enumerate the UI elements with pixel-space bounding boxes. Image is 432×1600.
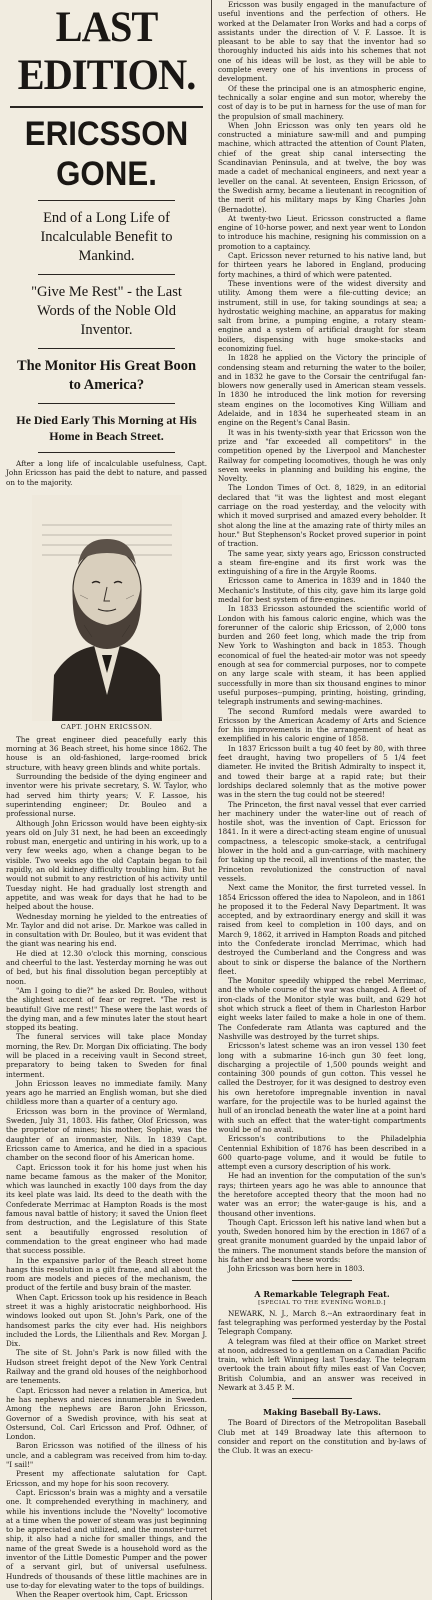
article-paragraph: When John Ericsson was only ten years old he constructed a miniature saw-mill and and pumping machine, which attracted the attention of Count Platen, chief of the great ship canal intersecting the Scandinavian Peninsula, and at twelve, the boy was made a cadet of mechanical engineers, and next year a leveller on the canal. At seventeen, Ensign Ericsson, of the Swedish army, became a lieutenant in recognition of the merit of his military maps by King Charles John (Bernadotte). [218, 120, 426, 214]
article-paragraph: In the expansive parlor of the Beach street home hangs this resolution in a gilt frame, and all about the room are models and pieces of the mechanism, the product of the fertile and busy brain of the master. [6, 1255, 207, 1293]
column-rule [211, 0, 212, 1600]
article-paragraph: Ericsson's contributions to the Philadelphia Centennial Exhibition of 1876 has been described in a 600 quarto-page volume, and it would be futile to attempt even a cursory description of his work. [218, 1134, 426, 1172]
intro-paragraph [6, 459, 207, 487]
divider [292, 1398, 352, 1399]
article-paragraph: John Ericsson was born here in 1803. [228, 1264, 365, 1274]
article-paragraph: He died at 12.30 o'clock this morning, conscious and cheerful to the last. Yesterday morning he was out of bed, but his final dissolution began perceptibly at noon. [6, 948, 207, 986]
article-paragraph: Ericsson was busily engaged in the manufacture of useful inventions and the perfection of others. He worked at the Delamater Iron Works and had a corps of assistants under the direction of V. F. Lassoe. It is pleasant to be able to say that the inventor had so thoroughly inducted his aids into his schemes that not one of his ideas will be lost, as they will be able to complete every one of his inventions in process of development. [218, 0, 426, 84]
article-paragraph: Though Capt. Ericsson left his native land when but a youth, Sweden honored him by the erection in 1867 of a great granite monument guarded by the unpaid labor of the miners. The monument stands before the mansion of his father and bears these words: [218, 1217, 426, 1265]
article-paragraph: In 1837 Ericsson built a tug 40 feet by 80, with three feet draught, having two propellers of 5 1/4 feet diameter. He invited the British Admiralty to inspect it, and towed their barge at a rapid rate; but their lordships declared solemnly that as the motive power was in the stern the tug could not be steered! [218, 743, 426, 800]
article-paragraph: Capt. Ericsson took it for his home just when his name became famous as the maker of the Monitor, which was launched in exactly 100 days from the day its keel plate was laid. Its deed to the death with the Confederate Merrimac at Hampton Roads is the most famous naval battle of history; it saved the Union fleet from destruction, and the Legislature of this State sent a beautifully engrossed resolution of commendation to the great engineer who had made that success possible. [6, 1162, 207, 1256]
article-paragraph: Capt. Ericsson's brain was a mighty and a versatile one. It comprehended everything in machinery, and while his inventions include the "Novelty" locomotive at a time when the power of steam was just beginning to be appreciated and utilized, and the monster-turret ship, it also had a niche for smaller things, and the name of the great Swede is a household word as the inventor of the Little Domestic Pumper and the power of a servant girl, but of universal usefulness. Hundreds of thousands of these little machines are in use to-day for elevating water to the tops of buildings. [6, 1487, 207, 1590]
article-paragraph: A telegram was filed at their office on Market street at noon, addressed to a gentleman on a Canadian Pacific train, which left Winnipeg last Tuesday. The telegram overtook the train about fifty miles east of Van Cocver, British Columbia, and an answer was received in Newark at 3.45 P. M. [218, 1336, 426, 1393]
deck-2: "Give Me Rest" - the Last Words of the Noble Old Inventor. [31, 284, 182, 338]
article-paragraph: The same year, sixty years ago, Ericsson constructed a steam fire-engine and its first work was the extinguishing of a fire in the Argyle Rooms. [218, 548, 426, 577]
story-title: A Remarkable Telegraph Feat. [254, 1288, 390, 1299]
divider [38, 348, 175, 349]
left-column [4, 0, 209, 1600]
article-paragraph: Ericsson's latest scheme was an iron vessel 130 feet long with a submarine 16-inch gun 30 feet long, discharging a projectile of 1,500 pounds weight and containing 300 pounds of gun cotton. This vessel he called the Destroyer, for it was designed to destroy even his own heretofore impregnable invention in naval warfare, for the projectile was to be hurled against the hull of an ironclad beneath the water line at a point hard with such an effect that the water-tight compartments would be of no avail. [218, 1041, 426, 1134]
article-paragraph: When Capt. Ericsson took up his residence in Beach street it was a highly aristocratic neighborhood. His windows looked out upon St. John's Park, one of the handsomest parks the city ever had. His neighbors included the Lords, the Lilienthals and Rev. Morgan J. Dix. [6, 1292, 207, 1349]
left-article-body [6, 735, 207, 1600]
article-paragraph: When the Reaper overtook him, Capt. Ericsson [16, 1590, 188, 1600]
deck-3: The Monitor His Great Boon to America? [16, 358, 197, 393]
edition-banner: LAST EDITION. [17, 4, 196, 99]
article-paragraph: Next came the Monitor, the first turreted vessel. In 1854 Ericsson offered the idea to Napoleon, and in 1861 he proposed it to the Federal Navy Department. It was accepted, and by extraordinary energy and skill it was raised from keel to completion in 100 days, and on March 9, 1862, it arrived in Hampton Roads and pitched into the Confederate ironclad Merrimac, which had destroyed the Cumberland and the Congress and was about to sink or disperse the balance of the Northern fleet. [218, 883, 426, 976]
baseball-story-body [218, 1418, 426, 1455]
article-paragraph: Ericsson was born in the province of Wermland, Sweden, July 31, 1803. His father, Olof Ericsson, was the proprietor of mines; his mother, Sophie, was the daughter of an ironmaster, Nils. In 1839 Capt. Ericsson came to America, and he died in a spacious chamber on the second floor of his American home. [6, 1106, 207, 1163]
article-paragraph: The funeral services will take place Monday morning, the Rev. Dr. Morgan Dix officiating. The body will be placed in a receiving vault in Second street, preparatory to being taken to Sweden for final interment. [6, 1032, 207, 1079]
article-paragraph: NEWARK, N. J., March 8.--An extraordinary feat in fast telegraphing was performed yesterday by the Postal Telegraph Company. [218, 1308, 426, 1337]
article-paragraph: The great engineer died peacefully early this morning at 36 Beach street, his home since 1862. The house is an old-fashioned, large-roomed brick structure, with heavy green blinds and white portals. [6, 734, 207, 772]
article-paragraph: In 1833 Ericsson astounded the scientific world of London with his famous caloric engine, which was the forerunner of the caloric ship Ericsson, of 2,000 tons burden and 260 feet long, which made the trip from New York to Washington and back in 1853. Though economical of fuel the heated-air motor was not speedy enough at sea for commercial purposes, nor to compete on any large scale with steam, it has been applied successfully in more than six thousand engines to minor useful purposes--pumping, printing, hoisting, grinding, telegraph instruments and sewing-machines. [218, 604, 426, 707]
article-paragraph: Surrounding the bedside of the dying engineer and inventor were his private secretary, S. W. Taylor, who had served him thirty years; V. F. Lassoe, his superintending engineer; Dr. Bouleo and a professional nurse. [6, 772, 207, 819]
right-column [216, 0, 428, 1600]
divider [38, 200, 175, 201]
article-paragraph: The Board of Directors of the Metropolitan Baseball Club met at 149 Broadway late this afternoon to consider and report on the constitution and by-laws of the Club. It was an execu- [218, 1418, 426, 1456]
article-paragraph: Although John Ericsson would have been eighty-six years old on July 31 next, he had been an exceedingly robust man, energetic and untiring in his work, up to a very few weeks ago, when a change began to be visible. Two weeks ago the old Captain began to fail rapidly, an old kidney difficulty troubling him. But he would not submit to any restriction of his activity until Tuesday night. He had gradually lost strength and appetite, and was weak for days that he had to be helped about the house. [6, 818, 207, 912]
article-paragraph: John Ericsson leaves no immediate family. Many years ago he married an English woman, but she died childless more than a quarter of a century ago. [6, 1078, 207, 1107]
article-paragraph: Capt. Ericsson had never a relation in America, but he has nephews and nieces innumerable in Sweden. Among the nephews are Baron John Ericsson, Governor of a Swedish province, with his seat at Ostersund, Col. Carl Ericsson and Prof. Odhner, of London. [6, 1385, 207, 1442]
divider [292, 1280, 352, 1281]
deck-4: He Died Early This Morning at His Home in Beach Street. [16, 413, 197, 443]
portrait-engraving [32, 495, 182, 721]
article-paragraph: Capt. Ericsson never returned to his native land, but for thirteen years he labored in England, producing forty machines, a third of which were patented. [218, 251, 426, 279]
article-paragraph: The Monitor speedily whipped the rebel Merrimac, and the whole course of the war was changed. A fleet of iron-clads of the Monitor style was built, and 629 hot shot which struck a fleet of them in Charleston Harbor eight weeks later failed to make a hole in one of them. The Confederate ram Atlanta was captured and the Nashville was destroyed by the turret ships. [218, 976, 426, 1041]
divider [38, 274, 175, 275]
article-paragraph: It was in his twenty-sixth year that Ericsson won the prize and "far exceeded all competitors" in the competition opened by the Liverpool and Manchester Railway for competing locomotives, though he was only seven weeks in planning and building his engine, the Novelty. [218, 427, 426, 484]
intro-text: After a long life of incalculable usefulness, Capt. John Ericsson has paid the debt to nature, and passed on to the majority. [6, 459, 207, 487]
article-paragraph: The second Rumford medals were awarded to Ericsson by the American Academy of Arts and Science for his improvements in the arrangement of heat as exemplified in his caloric engine of 1858. [218, 706, 426, 744]
telegraph-story-body [218, 1309, 426, 1393]
portrait-caption: CAPT. JOHN ERICSSON. [60, 722, 153, 731]
headline: ERICSSON GONE. [24, 115, 189, 193]
article-paragraph: Present my affectionate salutation for Capt. Ericsson, and my hope for his soon recovery. [6, 1469, 207, 1488]
article-paragraph: In 1828 he applied on the Victory the principle of condensing steam and returning the water to the boiler, and in 1832 he gave to the Corsair the centrifugal fan-blowers now generally used in American steam vessels. In 1830 he introduced the link motion for reversing steam engines on the locomotives King William and Adelaide, and in 1834 he superheated steam in an engine on the Regent's Canal Basin. [218, 353, 426, 428]
article-paragraph: The Princeton, the first naval vessel that ever carried her machinery under the water-line out of reach of hostile shot, was the invention of Capt. Ericsson for 1841. In it were a direct-acting steam engine of unusual compactness, a telescopic smoke-stack, a centrifugal blower in the hold and a gun-carriage, with machinery for taking up the recoil, all inventions of the master, the Princeton revolutionized the construction of naval vessels. [218, 799, 426, 883]
divider [38, 403, 175, 404]
article-paragraph: These inventions were of the widest diversity and utility. Among them were a file-cutting device; an instrument, still in use, for taking soundings at sea; a hydrostatic weighing machine, an apparatus for making salt from brine, a pumping engine, a rotary steam-engine and a system of artificial draught for steam boilers, dispensing with huge smoke-stacks and economizing fuel. [218, 278, 426, 353]
article-paragraph: At twenty-two Lieut. Ericsson constructed a flame engine of 10-horse power, and next year went to London to introduce his machine, resigning his commission on a promotion to a captaincy. [218, 213, 426, 251]
article-paragraph: The London Times of Oct. 8, 1829, in an editorial declared that "it was the lightest and most elegant carriage on the road yesterday, and the velocity with which it moved surprised and amazed every beholder. It shot along the line at the amazing rate of thirty miles an hour." But Stephenson's Rocket proved superior in point of traction. [218, 483, 426, 549]
article-paragraph: Wednesday morning he yielded to the entreaties of Mr. Taylor and did not arise. Dr. Markoe was called in in consultation with Dr. Bouleo, but it was evident that the giant was nearing his end. [6, 911, 207, 949]
article-paragraph: Of these the principal one is an atmospheric engine, technically a solar engine and sun motor, whereby the cost of day is to be put in harness for the use of man for the propulsion of small machinery. [218, 83, 426, 121]
story-dateline: [SPECIAL TO THE EVENING WORLD.] [258, 1299, 386, 1306]
article-paragraph: He had an invention for the computation of the sun's rays; thirteen years ago he was able to announce that the heretofore accepted theory that the moon had no water was an error; the water-gauge is his, and a thousand other inventions. [218, 1171, 426, 1218]
article-paragraph: The site of St. John's Park is now filled with the Hudson street freight depot of the New York Central Railway and the grand old houses of the neighborhood are tenements. [6, 1348, 207, 1386]
article-paragraph: Baron Ericsson was notified of the illness of his uncle, and a cablegram was received from him to-day. "I sail!" [6, 1441, 207, 1470]
right-article-body [218, 0, 426, 1274]
story-title: Making Baseball By-Laws. [263, 1407, 381, 1418]
article-paragraph: "Am I going to die?" he asked Dr. Bouleo, without the slightest accent of fear or regret. "The rest is beautiful! Give me rest!" These were the last words of the dying man, and a few minutes later the stout heart stopped its beating. [6, 985, 207, 1033]
divider [38, 452, 175, 453]
divider [10, 106, 203, 108]
article-paragraph: Ericsson came to America in 1839 and in 1840 the Mechanic's Institute, of this city, gave him its large gold medal for best system of fire-engines. [218, 576, 426, 604]
deck-1: End of a Long Life of Incalculable Benefit to Mankind. [40, 210, 173, 264]
